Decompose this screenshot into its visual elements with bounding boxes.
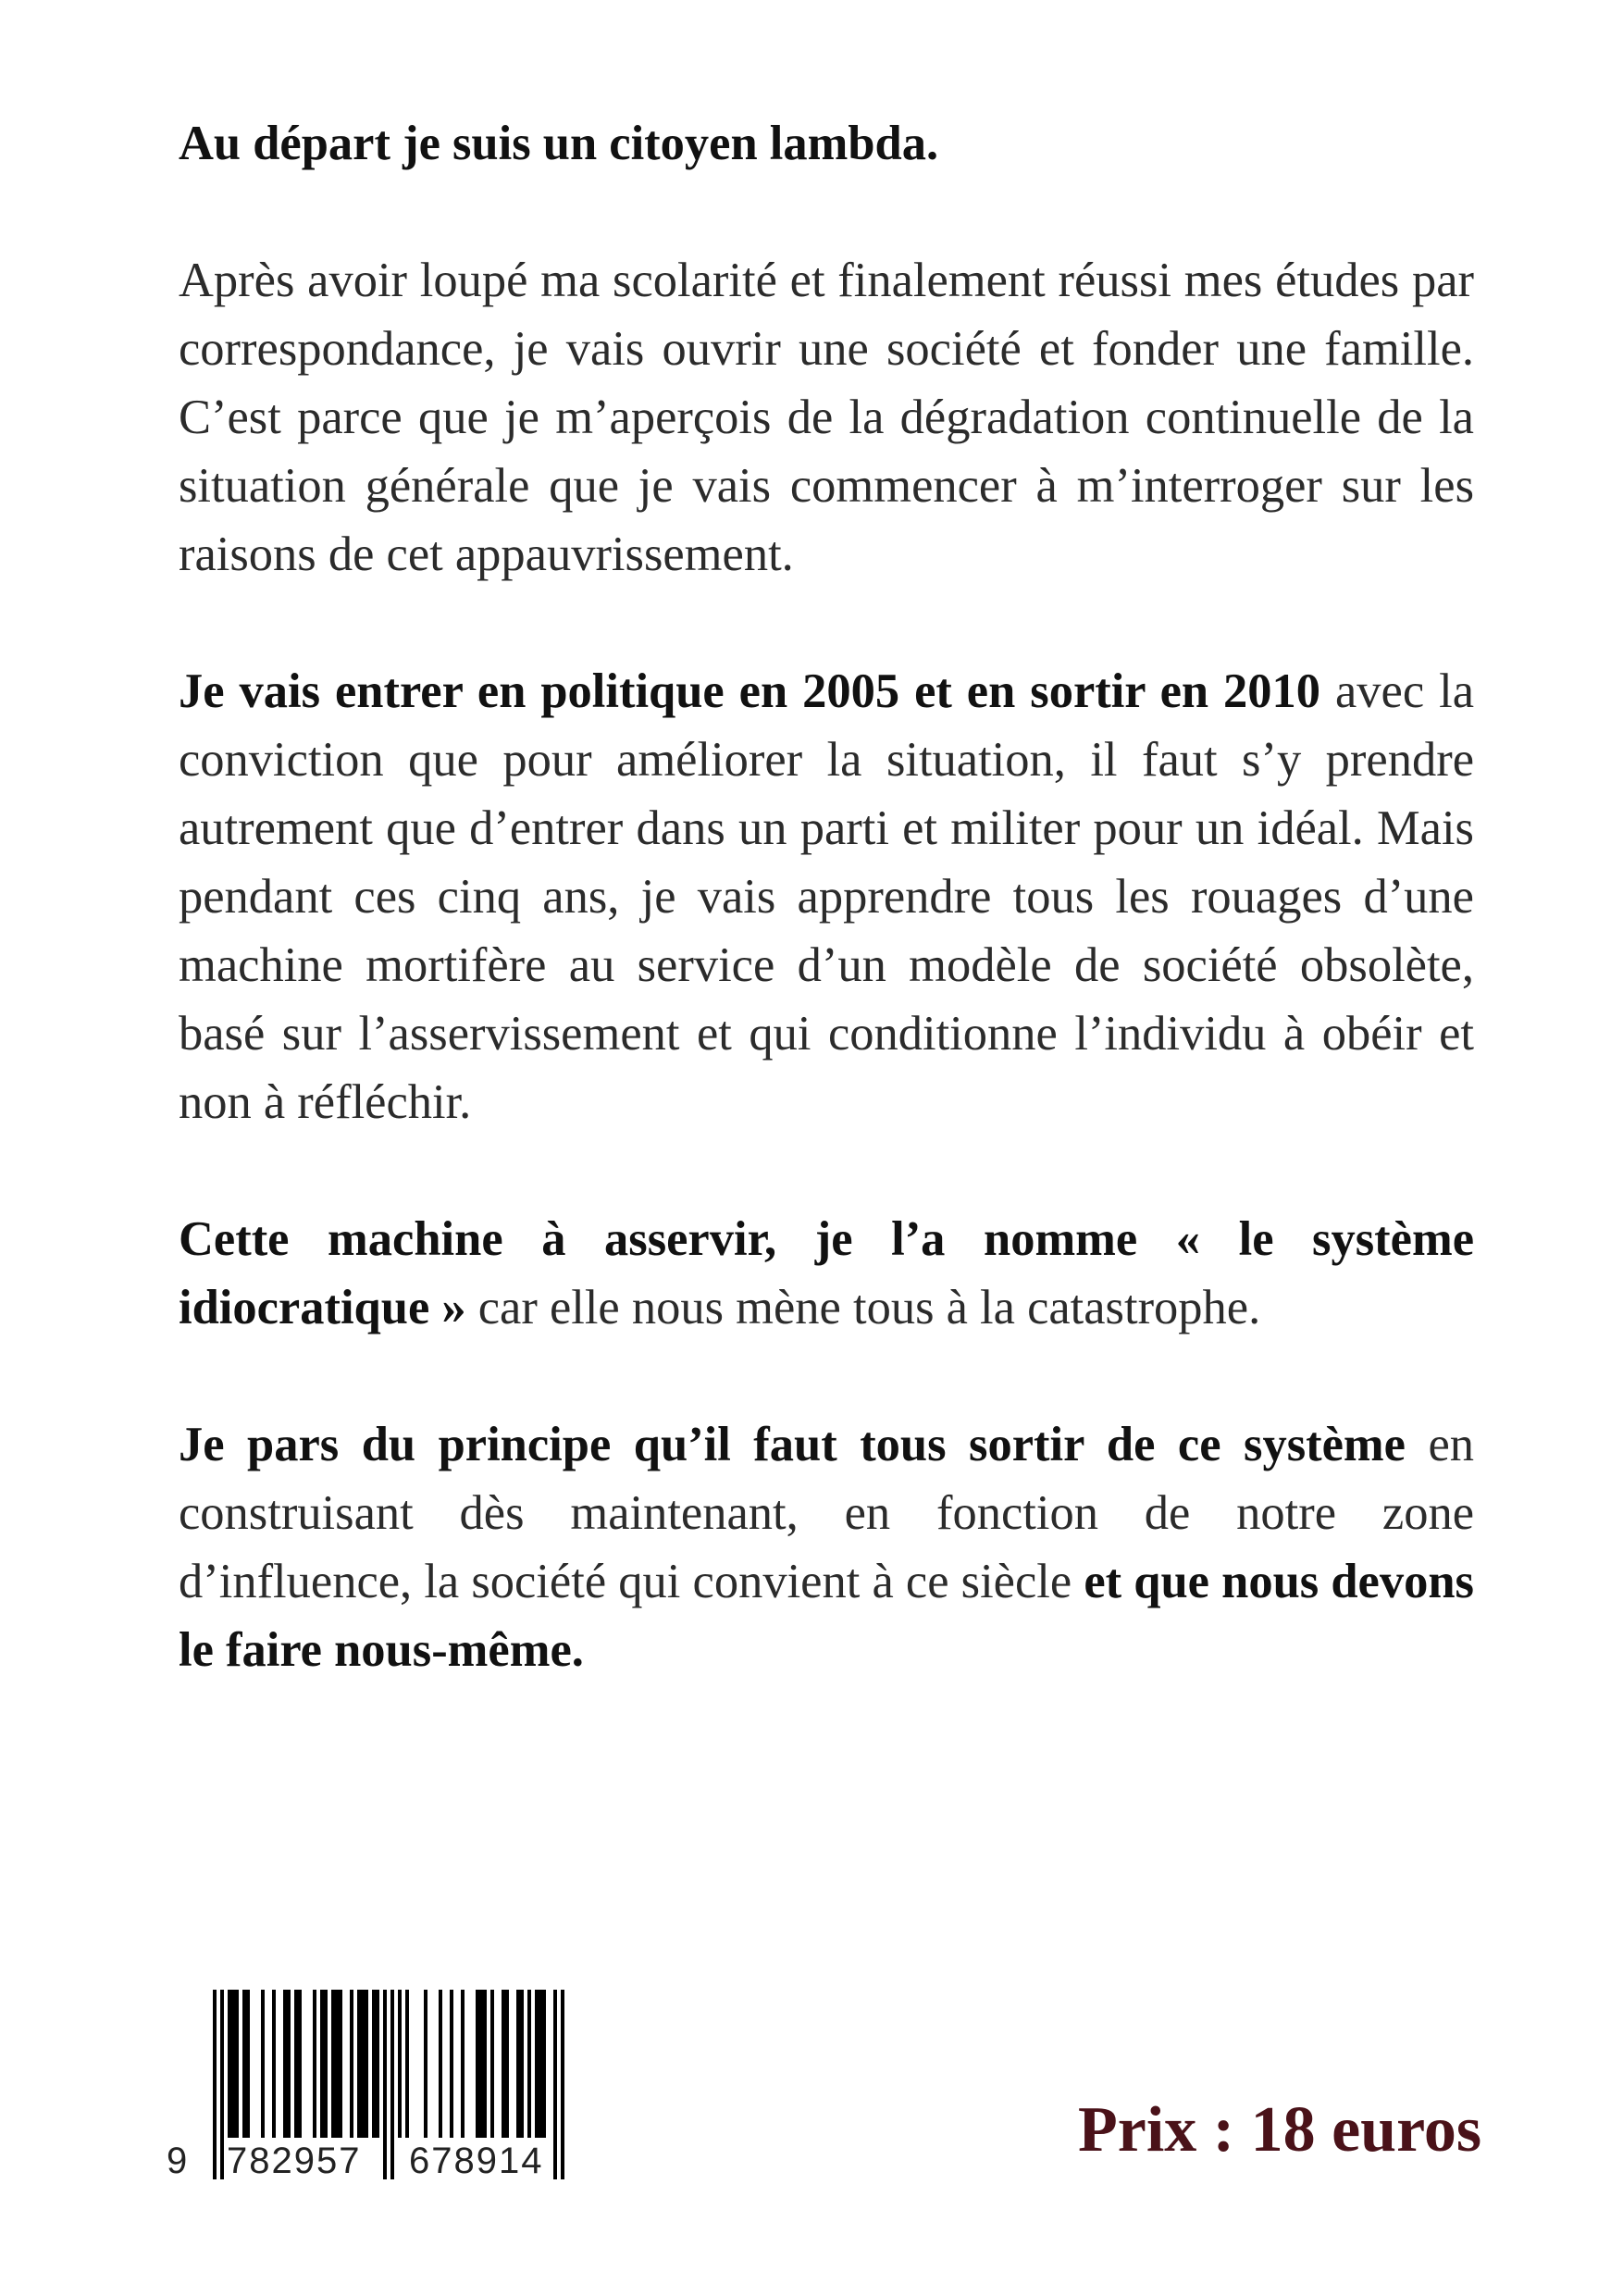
barcode-bar xyxy=(324,1990,328,2138)
barcode-bar xyxy=(490,1990,494,2138)
barcode-bar xyxy=(228,1990,231,2138)
barcode-bar xyxy=(231,1990,235,2138)
back-cover-text xyxy=(179,109,1474,1753)
paragraph-studies xyxy=(179,246,1474,589)
barcode-bar xyxy=(483,1990,487,2138)
barcode-bar xyxy=(313,1990,316,2138)
barcode-bar xyxy=(350,1990,353,2138)
barcode-bar xyxy=(261,1990,265,2138)
barcode-bar xyxy=(424,1990,427,2138)
paragraph-intro-bold: Au départ je suis un citoyen lambda. xyxy=(179,117,939,170)
barcode-guard-bar xyxy=(561,1990,564,2179)
isbn-barcode xyxy=(167,1990,601,2184)
barcode-bar xyxy=(283,1990,287,2138)
barcode-bar xyxy=(450,1990,453,2138)
barcode-bar xyxy=(372,1990,376,2138)
barcode-bar xyxy=(365,1990,368,2138)
barcode-bar xyxy=(527,1990,531,2138)
barcode-bar xyxy=(294,1990,298,2138)
barcode-bar xyxy=(520,1990,524,2138)
barcode-guard-bar xyxy=(553,1990,557,2179)
barcode-bar xyxy=(298,1990,302,2138)
barcode-bar xyxy=(535,1990,539,2138)
barcode-bar xyxy=(505,1990,509,2138)
paragraph-principle-bold: Je pars du principe qu’il faut tous sortir de ce système xyxy=(179,1418,1406,1471)
barcode-guard-bar xyxy=(383,1990,387,2179)
paragraph-principle xyxy=(179,1410,1474,1684)
barcode-bar xyxy=(235,1990,239,2138)
barcode-bar xyxy=(476,1990,479,2138)
barcode-bar xyxy=(405,1990,409,2138)
paragraph-politics-bold: Je vais entrer en politique en 2005 et en sortir en 2010 xyxy=(179,664,1321,718)
barcode-bar xyxy=(320,1990,324,2138)
barcode-bar xyxy=(361,1990,365,2138)
barcode-bar xyxy=(461,1990,465,2138)
paragraph-studies-text: Après avoir loupé ma scolarité et finalement réussi mes études par correspondance, je vais ouvrir une société et fonder une famille. C’est parce que je m’aperçois de la dégradation continuelle de la situation générale que je vais commencer à m’interroger sur les raisons de cet appauvrissement. xyxy=(179,254,1474,581)
barcode-bar xyxy=(502,1990,505,2138)
barcode-bar xyxy=(439,1990,442,2138)
barcode-bar xyxy=(539,1990,542,2138)
paragraph-system xyxy=(179,1205,1474,1342)
barcode-bar xyxy=(242,1990,246,2138)
barcode-bar xyxy=(331,1990,335,2138)
barcode-guard-bar xyxy=(390,1990,394,2179)
barcode-bar xyxy=(272,1990,276,2138)
barcode-bar xyxy=(516,1990,520,2138)
barcode-right-digits: 678914 xyxy=(409,2141,544,2181)
barcode-bar xyxy=(479,1990,483,2138)
barcode-bar xyxy=(335,1990,339,2138)
paragraph-politics xyxy=(179,657,1474,1136)
barcode-guard-bar xyxy=(220,1990,224,2179)
barcode-bar xyxy=(246,1990,250,2138)
barcode-bar xyxy=(357,1990,361,2138)
barcode-first-digit: 9 xyxy=(167,2141,190,2181)
barcode-bar xyxy=(339,1990,342,2138)
paragraph-principle-text: en construisant dès maintenant, en fonction de notre zone d’influence, la société qui convient à ce siècle xyxy=(179,1418,1474,1608)
barcode-left-digits: 782957 xyxy=(227,2141,362,2181)
barcode-bar xyxy=(542,1990,546,2138)
barcode-guard-bar xyxy=(213,1990,217,2179)
paragraph-intro xyxy=(179,109,1474,178)
paragraph-system-bold: Cette machine à asservir, je l’a nomme « le système idiocratique » xyxy=(179,1212,1474,1334)
paragraph-system-text: car elle nous mène tous à la catastrophe. xyxy=(465,1281,1261,1334)
barcode-bar xyxy=(376,1990,379,2138)
price-label: Prix : 18 euros xyxy=(1078,2094,1482,2166)
paragraph-politics-text: avec la conviction que pour améliorer la situation, il faut s’y prendre autrement que d’entrer dans un parti et militer pour un idéal. Mais pendant ces cinq ans, je vais apprendre tous les rouages d’une machine mortifère au service d’un modèle de société obsolète, basé sur l’asservissement et qui conditionne l’individu à obéir et non à réfléchir. xyxy=(179,664,1475,1129)
paragraph-principle-bold-end: et que nous devons le faire nous-même. xyxy=(179,1555,1474,1677)
barcode-bar xyxy=(287,1990,291,2138)
barcode-bar xyxy=(398,1990,402,2138)
